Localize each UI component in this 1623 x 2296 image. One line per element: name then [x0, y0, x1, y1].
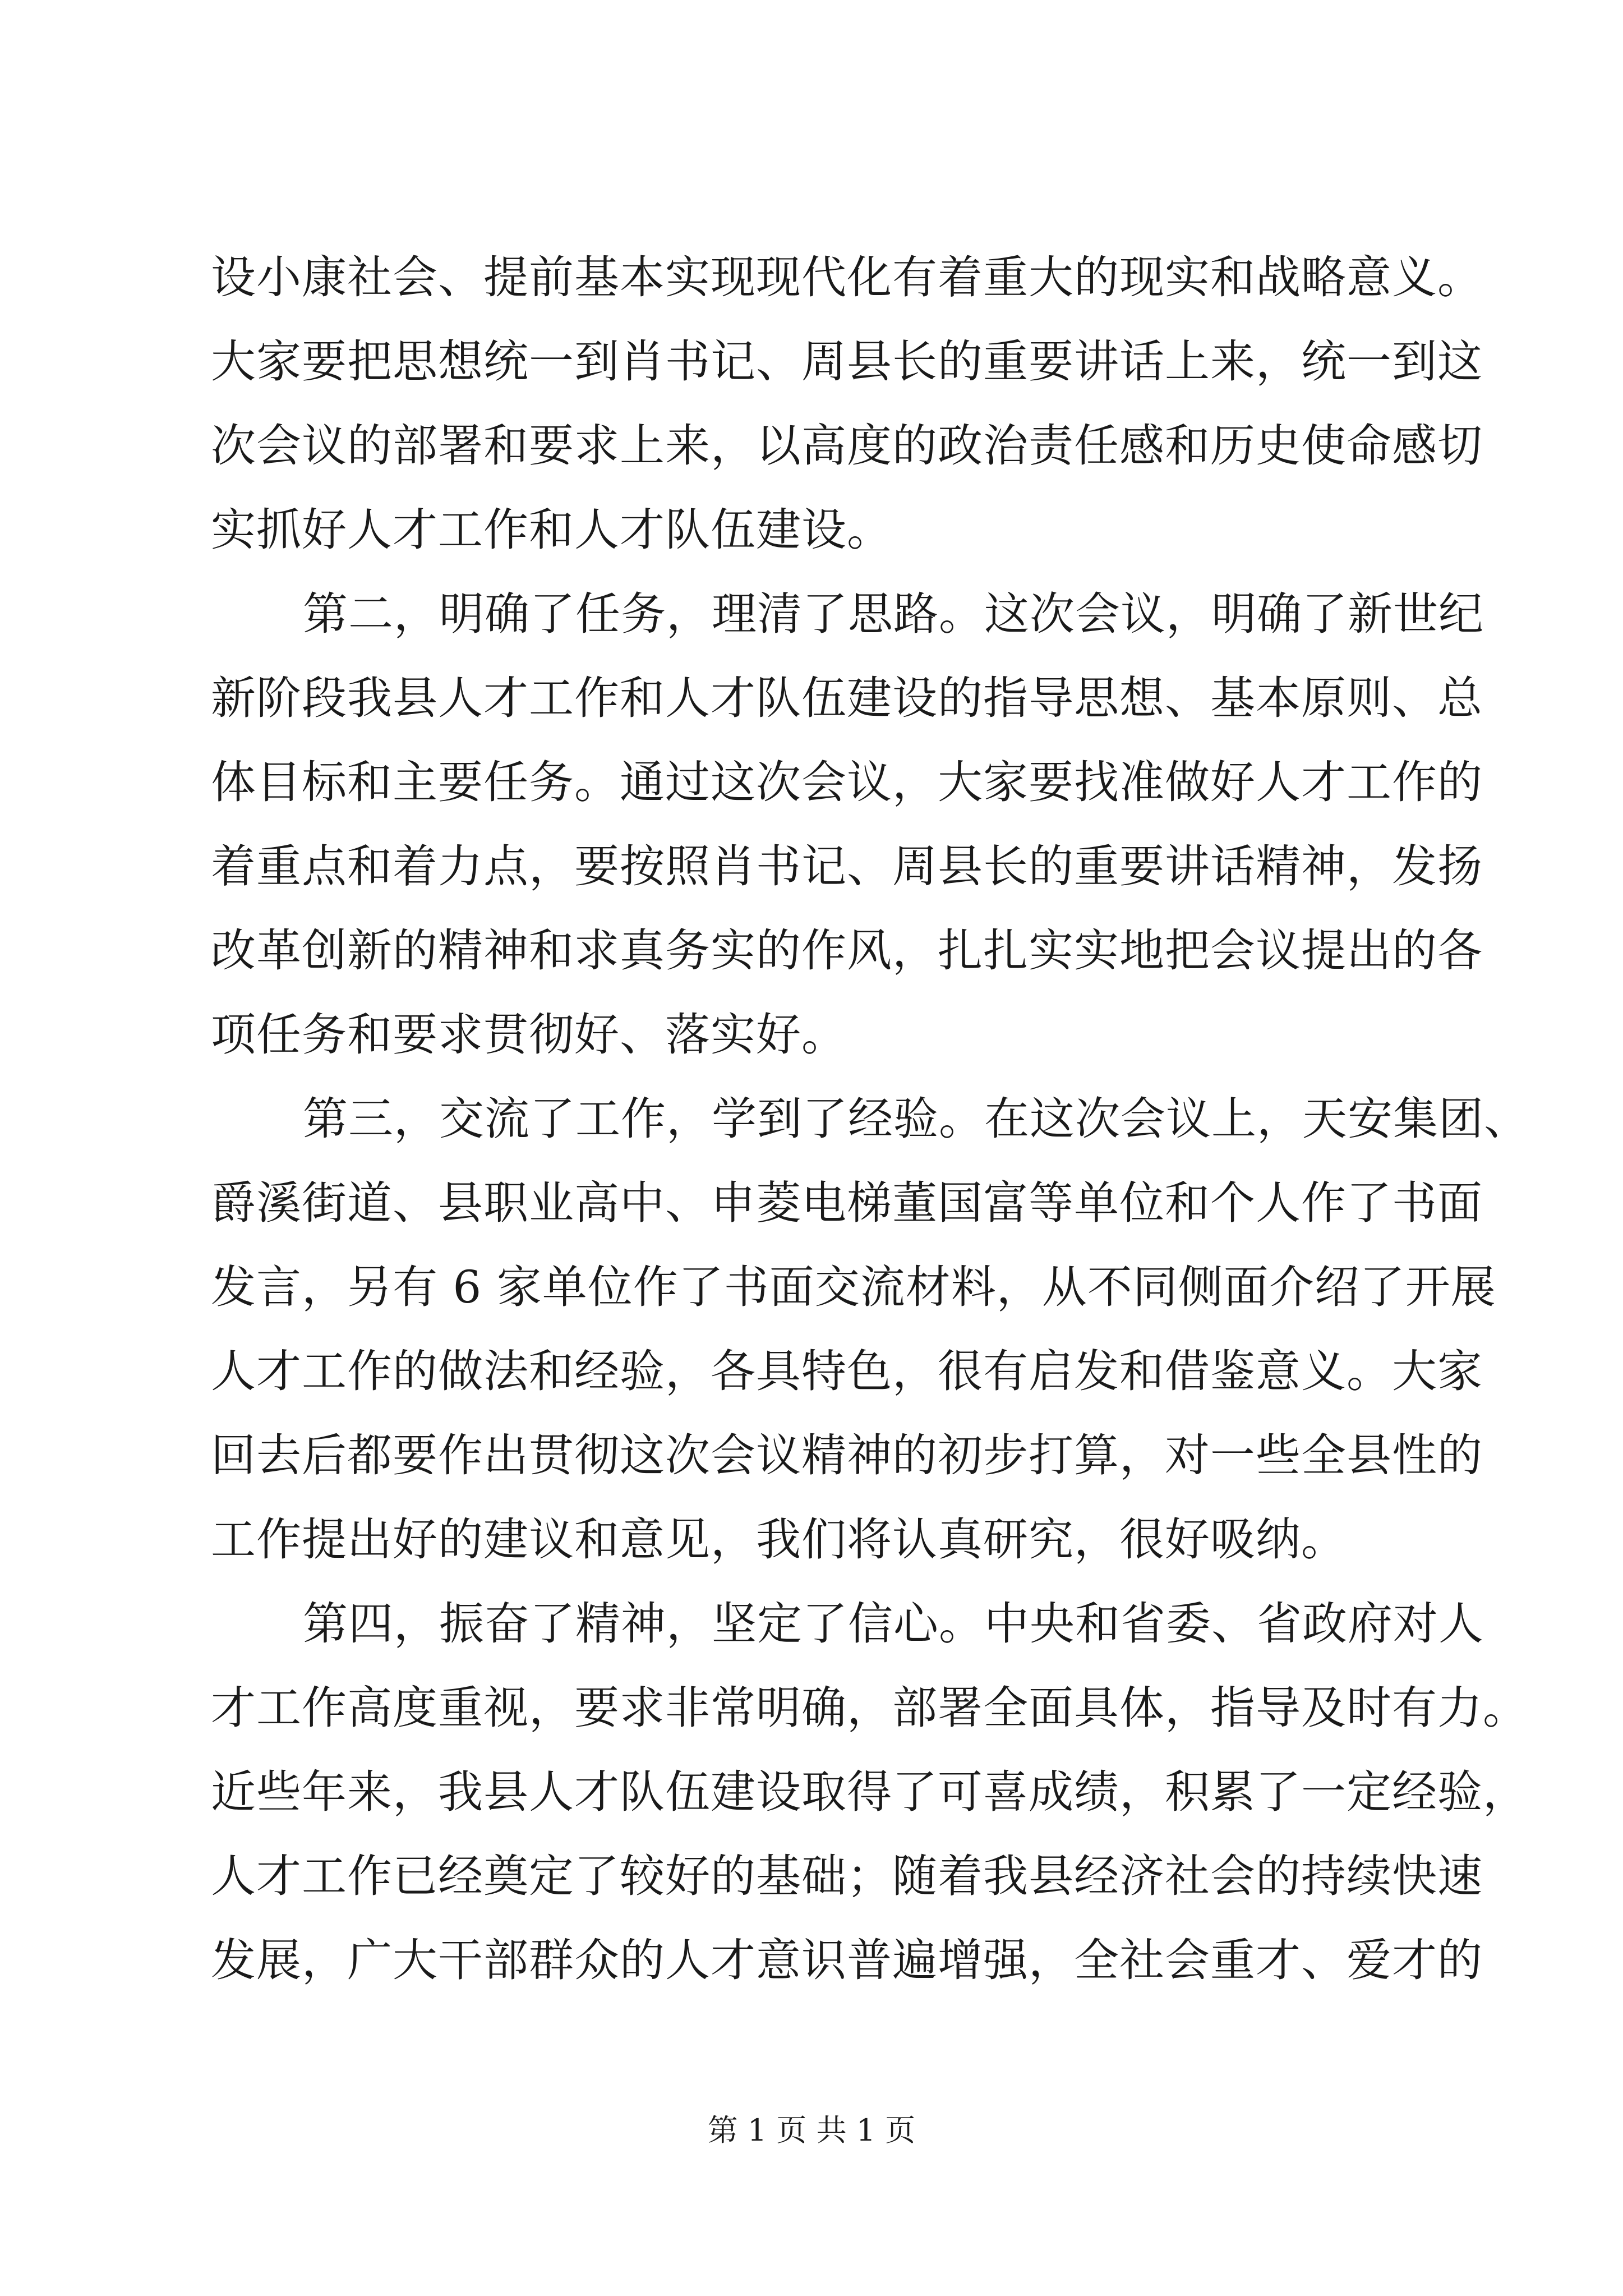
page-footer: 第 1 页 共 1 页 [707, 2113, 916, 2148]
text-line: 工作提出好的建议和意见，我们将认真研究，很好吸纳。 [211, 1513, 1347, 1566]
text-line: 体目标和主要任务。通过这次会议，大家要找准做好人才工作的 [211, 756, 1483, 808]
text-line: 次会议的部署和要求上来，以高度的政治责任感和历史使命感切 [211, 420, 1483, 472]
text-line: 爵溪街道、县职业高中、申菱电梯董国富等单位和个人作了书面 [211, 1177, 1483, 1229]
text-line: 实抓好人才工作和人才队伍建设。 [211, 504, 892, 556]
text-line: 着重点和着力点，要按照肖书记、周县长的重要讲话精神，发扬 [211, 840, 1483, 892]
paragraph-start: 第四，振奋了精神，坚定了信心。中央和省委、省政府对人 [303, 1598, 1484, 1650]
text-line: 发展，广大干部群众的人才意识普遍增强，全社会重才、爱才的 [211, 1934, 1483, 1986]
text-line: 人才工作的做法和经验，各具特色，很有启发和借鉴意义。大家 [211, 1345, 1483, 1397]
text-line: 发言，另有 6 家单位作了书面交流材料，从不同侧面介绍了开展 [211, 1261, 1496, 1313]
text-line: 设小康社会、提前基本实现现代化有着重大的现实和战略意义。 [211, 251, 1483, 303]
text-line: 新阶段我县人才工作和人才队伍建设的指导思想、基本原则、总 [211, 672, 1483, 724]
text-line: 人才工作已经奠定了较好的基础；随着我县经济社会的持续快速 [211, 1850, 1483, 1902]
text-line: 才工作高度重视，要求非常明确，部署全面具体，指导及时有力。 [211, 1682, 1528, 1734]
text-line: 改革创新的精神和求真务实的作风，扎扎实实地把会议提出的各 [211, 924, 1483, 977]
text-line: 大家要把思想统一到肖书记、周县长的重要讲话上来，统一到这 [211, 335, 1483, 388]
text-line: 近些年来，我县人才队伍建设取得了可喜成绩，积累了一定经验， [211, 1766, 1528, 1818]
paragraph-start: 第三，交流了工作，学到了经验。在这次会议上，天安集团、 [303, 1093, 1529, 1145]
paragraph-start: 第二，明确了任务，理清了思路。这次会议，明确了新世纪 [303, 588, 1484, 640]
text-line: 项任务和要求贯彻好、落实好。 [211, 1009, 847, 1061]
text-line: 回去后都要作出贯彻这次会议精神的初步打算，对一些全县性的 [211, 1429, 1483, 1481]
